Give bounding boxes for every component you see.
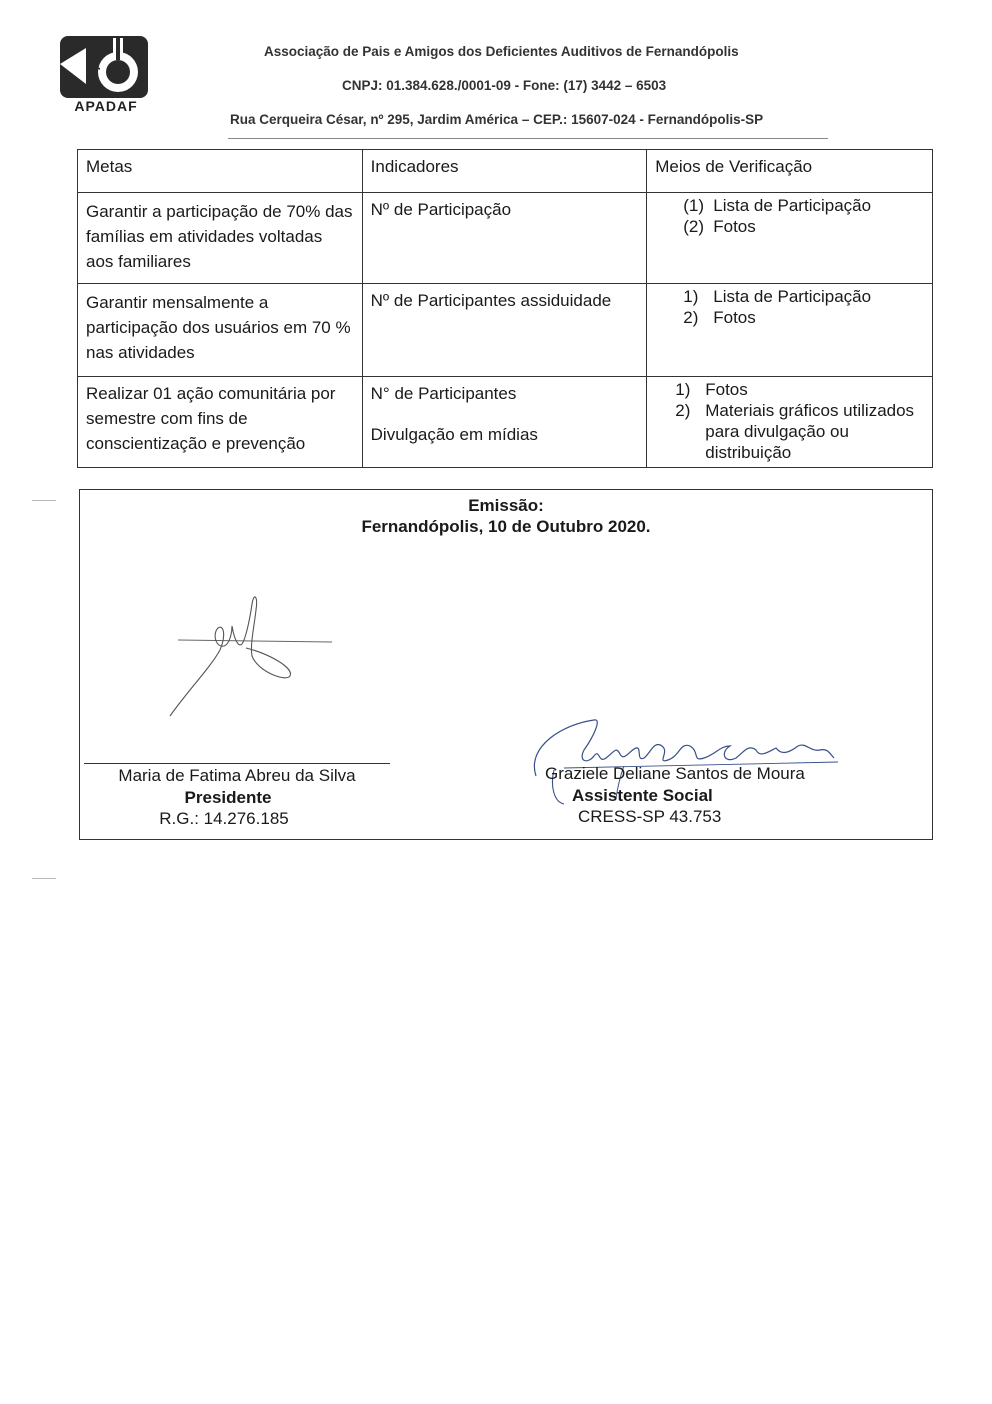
- meta-cell: Realizar 01 ação comunitária por semestre com fins de conscientização e prevenção: [78, 377, 363, 468]
- table-row: [78, 377, 933, 468]
- indicador-cell: [362, 193, 647, 284]
- list-number: 1): [683, 287, 699, 306]
- president-signature-line: [84, 763, 390, 764]
- president-id: R.G.: 14.276.185: [159, 809, 289, 828]
- social-worker-id: CRESS-SP 43.753: [578, 807, 722, 826]
- verificacao-cell: [647, 284, 933, 377]
- president-role: Presidente: [184, 788, 272, 807]
- list-text: Fotos: [705, 380, 748, 399]
- meta-cell: Garantir mensalmente a participação dos usuários em 70 % nas atividades: [78, 284, 363, 377]
- social-worker-name: Graziele Deliane Santos de Moura: [545, 764, 805, 783]
- scan-mark: [32, 500, 56, 501]
- indicador-cell: [362, 377, 647, 468]
- scan-mark: [32, 878, 56, 879]
- president-name: Maria de Fatima Abreu da Silva: [118, 766, 356, 785]
- org-name: Associação de Pais e Amigos dos Deficientes Auditivos de Fernandópolis: [264, 44, 739, 59]
- list-item: [683, 195, 924, 216]
- list-number: 2): [683, 308, 699, 327]
- svg-text:A: A: [89, 61, 103, 70]
- header-metas: Metas: [78, 150, 363, 193]
- table-row: [78, 284, 933, 377]
- indicador-text: Nº de Participação: [370, 200, 512, 219]
- list-text: Fotos: [713, 217, 756, 236]
- list-item: [683, 286, 924, 307]
- header-divider: [228, 138, 828, 139]
- table-row: [78, 193, 933, 284]
- list-item: [675, 379, 924, 400]
- list-text: Materiais gráficos utilizados para divulgação ou distribuição: [705, 401, 915, 462]
- indicador-text: Divulgação em mídias: [370, 425, 538, 444]
- list-number: (1): [683, 196, 705, 215]
- org-address: Rua Cerqueira César, nº 295, Jardim América – CEP.: 15607-024 - Fernandópolis-SP: [230, 112, 764, 127]
- emission-title: Emissão:: [468, 496, 544, 515]
- social-worker-role: Assistente Social: [572, 786, 713, 805]
- list-item: [683, 307, 924, 328]
- header-indicadores: Indicadores: [362, 150, 647, 193]
- list-item: [675, 400, 924, 463]
- verificacao-cell: [647, 193, 933, 284]
- meta-cell: Garantir a participação de 70% das famílias em atividades voltadas aos familiares: [78, 193, 363, 284]
- logo-text: APADAF: [74, 98, 138, 114]
- list-number: 1): [675, 380, 691, 399]
- list-item: [683, 216, 924, 237]
- indicador-text: N° de Participantes: [370, 384, 517, 403]
- list-number: (2): [683, 217, 705, 236]
- cnpj-phone: CNPJ: 01.384.628./0001-09 - Fone: (17) 3442 – 6503: [342, 78, 667, 93]
- list-text: Fotos: [713, 308, 756, 327]
- goals-table: [77, 149, 933, 468]
- list-text: Lista de Participação: [713, 287, 872, 306]
- president-signature: [160, 588, 340, 723]
- table-header-row: [78, 150, 933, 193]
- list-text: Lista de Participação: [713, 196, 872, 215]
- verificacao-cell: [647, 377, 933, 468]
- indicador-cell: [362, 284, 647, 377]
- emission-date: Fernandópolis, 10 de Outubro 2020.: [361, 517, 651, 536]
- indicador-text: Nº de Participantes assiduidade: [370, 291, 612, 310]
- list-number: 2): [675, 401, 691, 420]
- header-meios-verificacao: Meios de Verificação: [647, 150, 933, 193]
